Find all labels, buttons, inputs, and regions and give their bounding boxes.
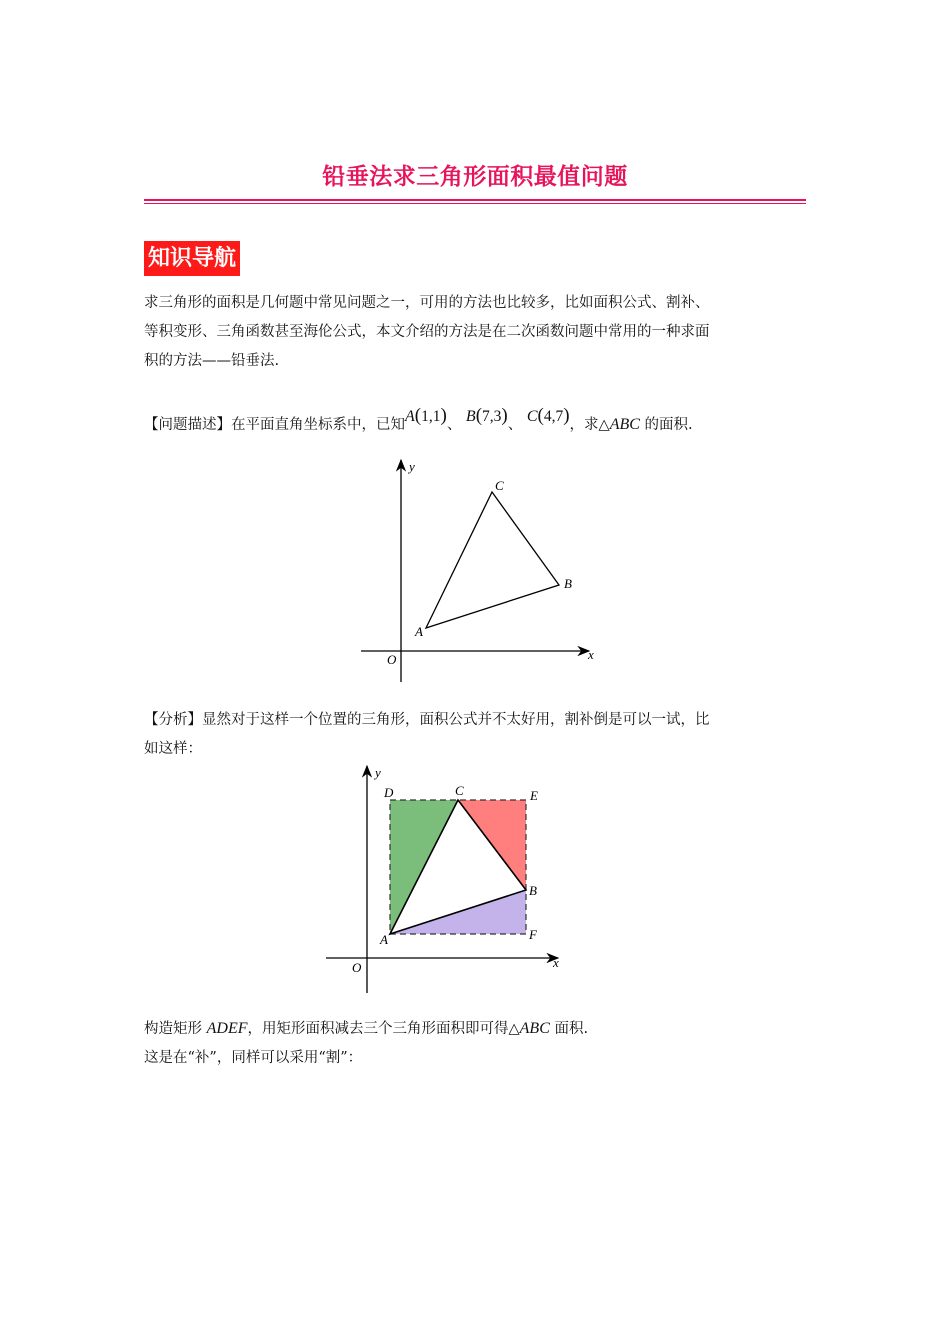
vertex-a-label: A	[380, 932, 388, 947]
vertex-a-label: A	[415, 624, 423, 639]
conclusion-line-1	[144, 1014, 806, 1044]
point-a-label: A	[405, 408, 415, 425]
vertex-e-label: E	[530, 788, 538, 803]
problem-suffix-end: 的面积.	[639, 417, 693, 433]
point-c: C(4,7)	[526, 405, 570, 426]
problem-suffix-start: ，求△	[569, 417, 610, 433]
conclusion-triangle: ABC	[519, 1020, 550, 1037]
title-rule-thin	[144, 203, 806, 204]
intro-line-2: 等积变形、三角函数甚至海伦公式，本文介绍的方法是在二次函数问题中常用的一种求面	[144, 324, 710, 340]
vertex-c-label: C	[495, 478, 504, 493]
point-a: A(1,1)	[405, 405, 447, 426]
vertex-b-label: B	[564, 576, 572, 591]
point-c-label: C	[526, 408, 538, 425]
title-rule-thick	[144, 199, 806, 201]
point-b-coords: 7,3	[482, 408, 502, 425]
conclusion-line-2: 这是在“补”，同样可以采用“割”：	[144, 1050, 363, 1066]
conclusion-paragraph	[144, 1014, 806, 1073]
y-axis-label: y	[375, 765, 381, 780]
vertex-d-label: D	[384, 785, 394, 800]
origin-label: O	[352, 960, 362, 975]
vertex-c-label: C	[455, 783, 464, 798]
point-a-coords: 1,1	[421, 408, 441, 425]
conclusion-end: 面积.	[549, 1021, 589, 1037]
rectangle-name: ADEF	[206, 1020, 248, 1037]
x-axis-label: x	[553, 955, 559, 970]
page-title: 铅垂法求三角形面积最值问题	[322, 164, 628, 190]
vertex-f-label: F	[529, 927, 537, 942]
figure-2-rectangle-diagram	[322, 762, 568, 998]
analysis-line-1: 【分析】显然对于这样一个位置的三角形，面积公式并不太好用，割补倒是可以一试，比	[144, 712, 710, 728]
separator-1: 、	[446, 417, 462, 433]
intro-line-3: 积的方法——铅垂法.	[144, 353, 280, 369]
point-c-coords: 4,7	[543, 408, 564, 425]
point-b-label: B	[465, 408, 476, 425]
origin-label: O	[387, 652, 397, 667]
conclusion-middle: ，用矩形面积减去三个三角形面积即可得△	[247, 1021, 520, 1037]
figure-1-triangle-diagram	[355, 452, 605, 688]
separator-2: 、	[507, 417, 523, 433]
analysis-paragraph	[144, 706, 806, 764]
intro-line-1: 求三角形的面积是几何题中常见问题之一，可用的方法也比较多，比如面积公式、割补、	[144, 295, 710, 311]
section-badge: 知识导航	[144, 241, 240, 276]
vertex-b-label: B	[529, 883, 537, 898]
y-axis-label: y	[409, 459, 415, 474]
problem-triangle: ABC	[609, 416, 640, 433]
problem-statement	[144, 405, 806, 440]
x-axis-label: x	[588, 647, 594, 662]
conclusion-start: 构造矩形	[144, 1021, 207, 1037]
triangle-abc	[426, 492, 559, 628]
intro-paragraph	[144, 289, 806, 376]
point-b: B(7,3)	[465, 405, 508, 426]
analysis-line-2: 如这样：	[144, 741, 202, 757]
problem-prefix: 【问题描述】在平面直角坐标系中，已知	[144, 417, 405, 433]
